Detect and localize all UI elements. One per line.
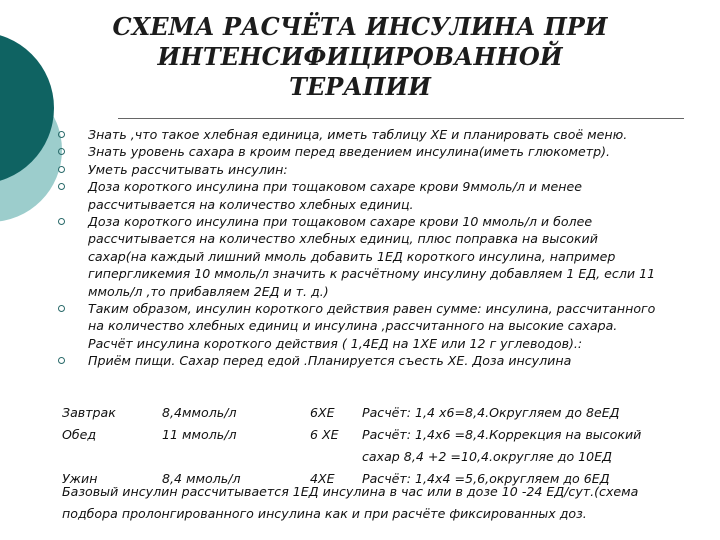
calc-cell: Расчёт: 1,4х4 =5,6,округляем до 6ЕД	[362, 471, 610, 486]
note-line: подбора пролонгированного инсулина как и при расчёте фиксированных доз.	[62, 506, 587, 521]
bullet-circle-icon	[58, 131, 65, 138]
bullet-line: Таким образом, инсулин короткого действия равен сумме: инсулина, рассчитанного	[88, 301, 656, 317]
xe-cell: 6 ХЕ	[310, 427, 339, 442]
bullet-line: Уметь рассчитывать инсулин:	[88, 161, 288, 177]
bullet-item	[58, 143, 713, 160]
bullet-item	[58, 126, 713, 143]
bullet-circle-icon	[58, 218, 65, 225]
bullet-line: Расчёт инсулина короткого действия ( 1,4ЕД на 1ХЕ или 12 г углеводов).:	[88, 335, 583, 351]
xe-cell: 6ХЕ	[310, 405, 335, 420]
bullet-item	[58, 352, 713, 369]
sugar-cell: 8,4 ммоль/л	[162, 471, 241, 486]
bullet-item	[58, 300, 713, 352]
bullet-circle-icon	[58, 183, 65, 190]
bullet-item	[58, 213, 713, 300]
bullet-circle-icon	[58, 148, 65, 155]
calc-cell: Расчёт: 1,4 х6=8,4.Округляем до 8еЕД	[362, 405, 620, 420]
meal-cell: Ужин	[62, 471, 98, 486]
sugar-cell: 8,4ммоль/л	[162, 405, 237, 420]
bullet-line: Доза короткого инсулина при тощаковом сахаре крови 9ммоль/л и менее	[88, 179, 583, 195]
bullet-item	[58, 178, 713, 213]
bullet-item	[58, 161, 713, 178]
table-row	[62, 424, 712, 446]
slide-title	[80, 12, 640, 102]
bullet-circle-icon	[58, 166, 65, 173]
table-row	[62, 446, 712, 468]
table-row	[62, 402, 712, 424]
title-line-2: ИНТЕНСИФИЦИРОВАННОЙ	[157, 42, 563, 71]
bullet-line: Приём пищи. Сахар перед едой .Планируется съесть ХЕ. Доза инсулина	[88, 353, 572, 369]
meal-cell: Обед	[62, 427, 97, 442]
bullet-line: гипергликемия 10 ммоль/л значить к расчётному инсулину добавляем 1 ЕД, если 11	[88, 266, 656, 282]
basal-insulin-note	[62, 481, 712, 525]
bullet-line: Знать уровень сахара в кроим перед введением инсулина(иметь глюкометр).	[88, 144, 611, 160]
calc-cell: Расчёт: 1,4х6 =8,4.Коррекция на высокий	[362, 427, 642, 442]
bullet-list	[58, 126, 713, 370]
bullet-line: рассчитывается на количество хлебных единиц, плюс поправка на высокий	[88, 231, 598, 247]
bullet-line: ммоль/л ,то прибавляем 2ЕД и т. д.)	[88, 283, 329, 299]
bullet-circle-icon	[58, 305, 65, 312]
sugar-cell: 11 ммоль/л	[162, 427, 237, 442]
calc-cell: сахар 8,4 +2 =10,4.округляе до 10ЕД	[362, 449, 612, 464]
title-line-3: ТЕРАПИИ	[289, 72, 431, 101]
dose-table	[62, 402, 712, 490]
bullet-line: Знать ,что такое хлебная единица, иметь таблицу ХЕ и планировать своё меню.	[88, 127, 628, 142]
bullet-circle-icon	[58, 357, 65, 364]
note-line: Базовый инсулин рассчитывается 1ЕД инсулина в час или в дозе 10 -24 ЕД/сут.(схема	[62, 484, 639, 499]
bullet-line: рассчитывается на количество хлебных единиц.	[88, 196, 414, 212]
bullet-line: на количество хлебных единиц и инсулина ,рассчитанного на высокие сахара.	[88, 318, 618, 334]
meal-cell: Завтрак	[62, 405, 116, 420]
bullet-line: Доза короткого инсулина при тощаковом сахаре крови 10 ммоль/л и более	[88, 214, 593, 230]
xe-cell: 4ХЕ	[310, 471, 335, 486]
title-divider	[118, 118, 684, 119]
bullet-line: сахар(на каждый лишний ммоль добавить 1ЕД короткого инсулина, например	[88, 248, 616, 264]
title-line-1: СХЕМА РАСЧЁТА ИНСУЛИНА ПРИ	[112, 12, 608, 41]
